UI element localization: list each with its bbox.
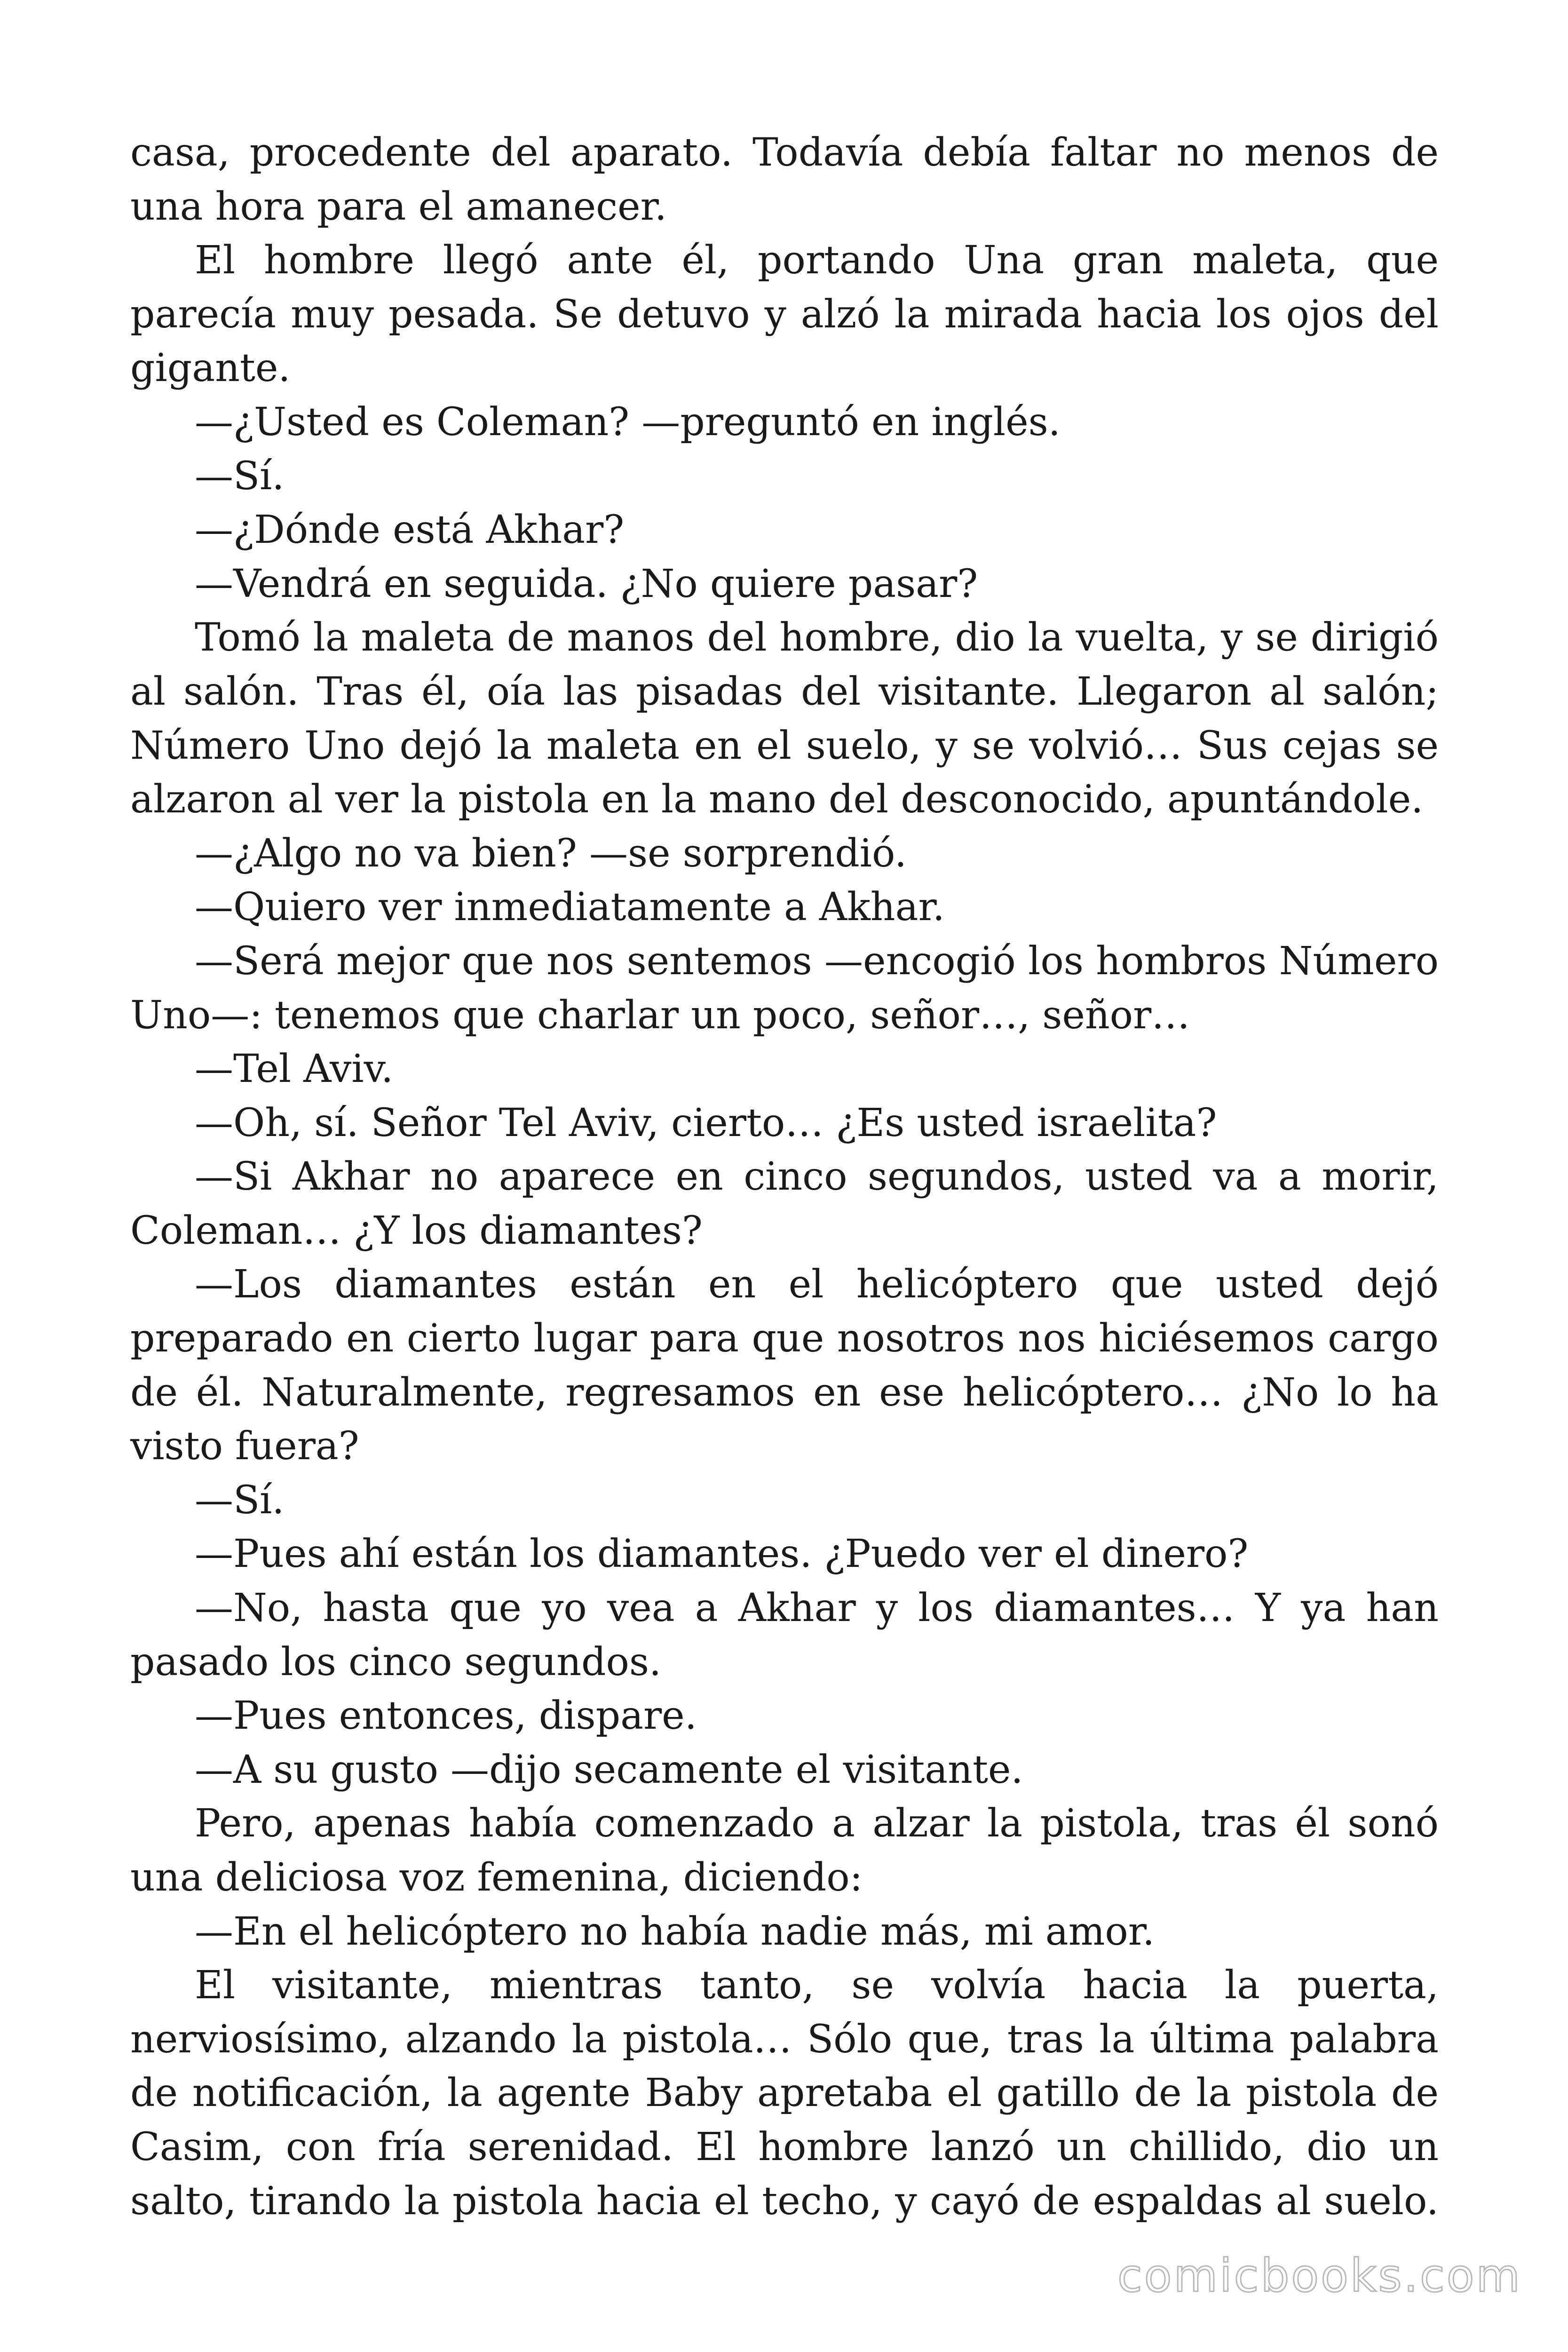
paragraph: —Sí. (195, 453, 285, 499)
page-text-body (130, 126, 1439, 2228)
paragraph: —Tel Aviv. (195, 1047, 394, 1092)
paragraph: —Oh, sí. Señor Tel Aviv, cierto… ¿Es usted israelita? (195, 1100, 1217, 1145)
paragraph: —¿Algo no va bien? —se sorprendió. (195, 831, 907, 876)
paragraph: casa, procedente del aparato. Todavía debía faltar no menos de una hora para el amanecer. (130, 130, 1439, 229)
paragraph: El hombre llegó ante él, portando Una gran maleta, que parecía muy pesada. Se detuvo y alzó la mirada hacia los ojos del gigante. (130, 238, 1439, 391)
watermark-logo: comicbooks.com (1117, 2249, 1522, 2302)
paragraph: —Vendrá en seguida. ¿No quiere pasar? (195, 561, 978, 606)
paragraph: —Si Akhar no aparece en cinco segundos, usted va a morir, Coleman… ¿Y los diamantes? (130, 1154, 1439, 1253)
paragraph: —Los diamantes están en el helicóptero que usted dejó preparado en cierto lugar para que nosotros nos hiciésemos cargo de él. Naturalmente, regresamos en ese helicóptero… ¿No lo ha visto fuera? (130, 1262, 1439, 1469)
paragraph: —Sí. (195, 1478, 285, 1523)
paragraph: —No, hasta que yo vea a Akhar y los diamantes… Y ya han pasado los cinco segundos. (130, 1586, 1439, 1685)
paragraph: —Pues entonces, dispare. (195, 1693, 697, 1739)
paragraph: —Quiero ver inmediatamente a Akhar. (195, 885, 945, 930)
paragraph: —A su gusto —dijo secamente el visitante. (195, 1747, 1023, 1792)
paragraph: —Será mejor que nos sentemos —encogió los hombros Número Uno—: tenemos que charlar un poco, señor…, señor… (130, 938, 1439, 1038)
paragraph: Pero, apenas había comenzado a alzar la pistola, tras él sonó una deliciosa voz femenina, diciendo: (130, 1801, 1439, 1900)
paragraph: —En el helicóptero no había nadie más, mi amor. (195, 1909, 1155, 1954)
paragraph: —¿Usted es Coleman? —preguntó en inglés. (195, 399, 1061, 445)
paragraph: —Pues ahí están los diamantes. ¿Puedo ver el dinero? (195, 1532, 1249, 1577)
paragraph: El visitante, mientras tanto, se volvía hacia la puerta, nerviosísimo, alzando la pistola… Sólo que, tras la última palabra de notificación, la agente Baby apretaba el gatillo de la pistola de Casim, con fría serenidad. El hombre lanzó un chillido, dio un salto, tirando la pistola hacia el techo, y cayó de espaldas al suelo. (130, 1963, 1439, 2224)
paragraph: —¿Dónde está Akhar? (195, 508, 625, 553)
paragraph: Tomó la maleta de manos del hombre, dio la vuelta, y se dirigió al salón. Tras él, oía las pisadas del visitante. Llegaron al salón; Número Uno dejó la maleta en el suelo, y se volvió… Sus cejas se alzaron al ver la pistola en la mano del desconocido, apuntándole. (130, 615, 1439, 822)
